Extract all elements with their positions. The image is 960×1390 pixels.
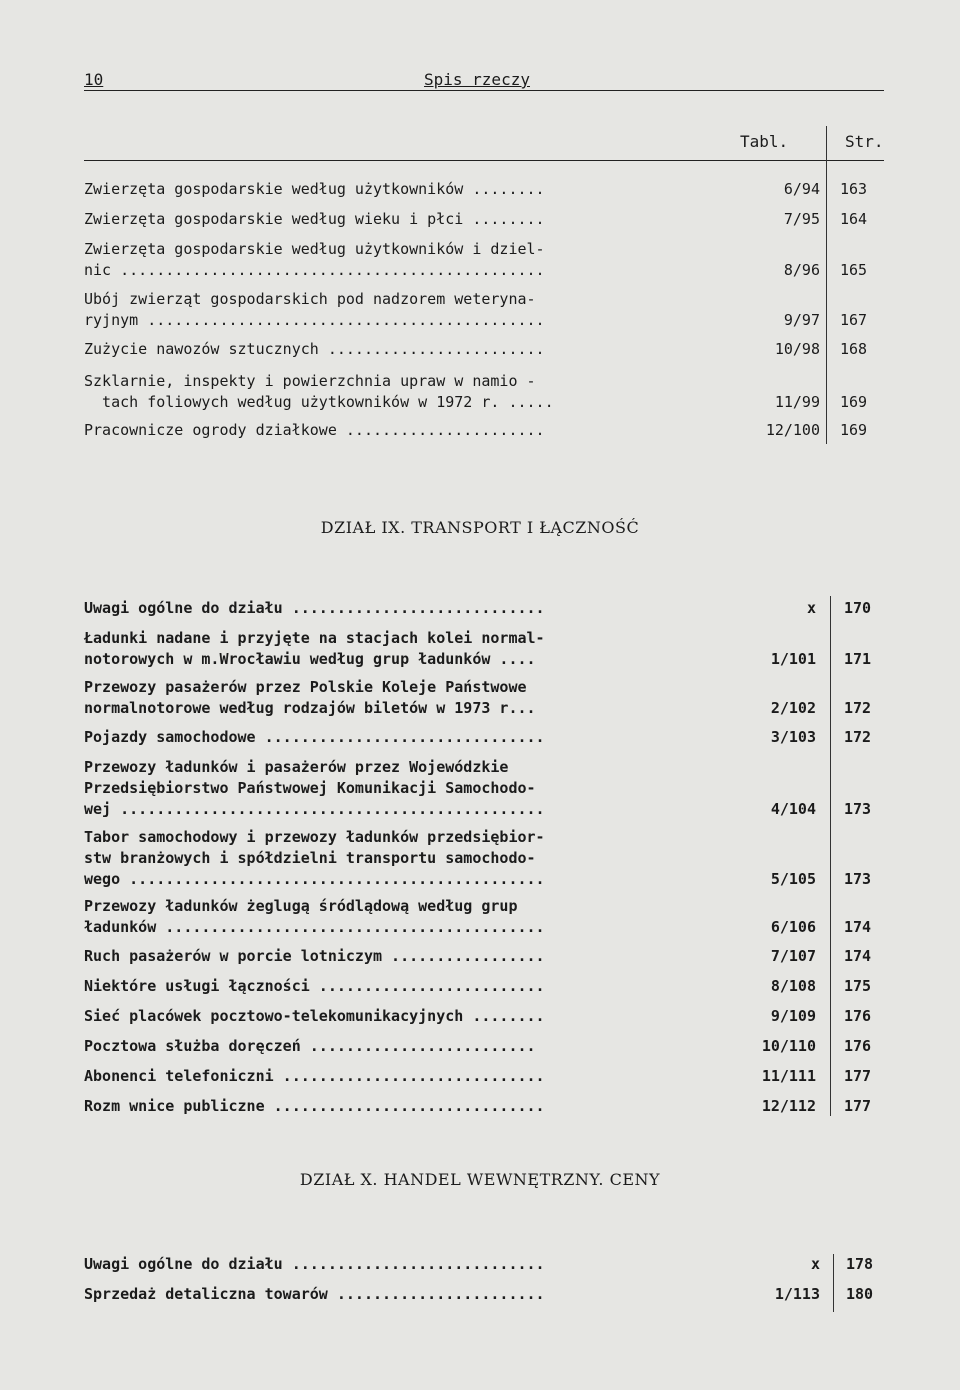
section-heading-handel: DZIAŁ X. HANDEL WEWNĘTRZNY. CENY	[299, 1170, 661, 1189]
column-header-str: Str.	[845, 132, 884, 151]
toc-entry	[84, 289, 884, 331]
entry-text-line: Tabor samochodowy i przewozy ładunków przedsiębior-	[84, 828, 545, 846]
entry-text-line: Pocztowa służba doręczeń ......................... 10/110 176	[84, 1036, 884, 1057]
toc-entry	[84, 179, 884, 200]
entry-page-number: 174	[844, 947, 872, 965]
entry-page-number: 173	[844, 800, 872, 818]
entry-page-number: 168	[840, 340, 868, 358]
entry-text-line: Rozm wnice publiczne .............................. 12/112 177	[84, 1096, 884, 1117]
entry-page-number: 180	[846, 1285, 874, 1303]
entry-text-line: ładunków .......................................... 6/106 174	[84, 917, 884, 938]
toc-entry	[84, 896, 884, 938]
toc-entry	[84, 1006, 884, 1027]
entry-text-line: Sprzedaż detaliczna towarów ....................... 1/113 180	[84, 1284, 884, 1305]
toc-entry	[84, 1096, 884, 1117]
entry-text-line: ryjnym ............................................ 9/97 167	[84, 310, 884, 331]
page-title: Spis rzeczy	[424, 70, 530, 89]
toc-entry	[84, 757, 884, 820]
entry-text-line: notorowych w m.Wrocławiu według grup ładunków .... 1/101 171	[84, 649, 884, 670]
entry-table-number: 10/110	[761, 1037, 816, 1055]
entry-table-number: 3/103	[770, 728, 816, 746]
toc-entry	[84, 1036, 884, 1057]
entry-page-number: 172	[844, 699, 872, 717]
entry-text-line: tach foliowych według użytkowników w 1972 r. ..... 11/99 169	[84, 392, 884, 413]
entry-page-number: 178	[846, 1255, 874, 1273]
page-header	[84, 70, 884, 94]
column-header-tabl: Tabl.	[740, 132, 789, 151]
entry-text-line: Zwierzęta gospodarskie według użytkowników ........ 6/94 163	[84, 179, 884, 200]
entry-table-number: 12/112	[761, 1097, 816, 1115]
entry-text-line: Przewozy ładunków żeglugą śródlądową według grup	[84, 897, 518, 915]
page-number: 10	[84, 70, 104, 89]
toc-entry	[84, 1254, 884, 1275]
toc-entry	[84, 420, 884, 441]
entry-text-line: Przewozy pasażerów przez Polskie Koleje Państwowe	[84, 678, 527, 696]
header-rule	[84, 90, 884, 91]
entry-text-line: Zużycie nawozów sztucznych ........................ 10/98 168	[84, 339, 884, 360]
entry-page-number: 171	[844, 650, 872, 668]
entry-table-number: 2/102	[770, 699, 816, 717]
entry-table-number: 11/99	[774, 393, 820, 411]
entry-table-number: 12/100	[765, 421, 820, 439]
entry-page-number: 174	[844, 918, 872, 936]
entry-text-line: wego .............................................. 5/105 173	[84, 869, 884, 890]
toc-entry	[84, 371, 884, 413]
toc-entry	[84, 976, 884, 997]
entry-text-line: Pojazdy samochodowe ............................... 3/103 172	[84, 727, 884, 748]
entry-page-number: 172	[844, 728, 872, 746]
entry-table-number: 8/108	[770, 977, 816, 995]
entry-page-number: 163	[840, 180, 868, 198]
column-header-rule	[84, 160, 884, 161]
entry-page-number: 165	[840, 261, 868, 279]
entry-page-number: 173	[844, 870, 872, 888]
entry-page-number: 169	[840, 393, 868, 411]
entry-table-number: 6/94	[783, 180, 820, 198]
entry-text-line: Abonenci telefoniczni ............................. 11/111 177	[84, 1066, 884, 1087]
entry-text-line: Niektóre usługi łączności ......................... 8/108 175	[84, 976, 884, 997]
entry-page-number: 164	[840, 210, 868, 228]
toc-entry	[84, 628, 884, 670]
toc-entry	[84, 209, 884, 230]
toc-entry	[84, 339, 884, 360]
entry-text-line: Ubój zwierząt gospodarskich pod nadzorem weteryna-	[84, 290, 536, 308]
toc-entry	[84, 1284, 884, 1305]
entry-text-line: nic ............................................... 8/96 165	[84, 260, 884, 281]
entry-text-line: Uwagi ogólne do działu ............................ x 178	[84, 1254, 884, 1275]
entry-text-line: Przedsiębiorstwo Państwowej Komunikacji Samochodo-	[84, 779, 536, 797]
toc-entry	[84, 677, 884, 719]
entry-text-line: Zwierzęta gospodarskie według wieku i płci ........ 7/95 164	[84, 209, 884, 230]
entry-table-number: 10/98	[774, 340, 820, 358]
entry-table-number: x	[810, 1255, 820, 1273]
entry-page-number: 177	[844, 1067, 872, 1085]
toc-entry	[84, 598, 884, 619]
toc-entry	[84, 827, 884, 890]
entry-text-line: Ładunki nadane i przyjęte na stacjach kolei normal-	[84, 629, 545, 647]
entry-text-line: Sieć placówek pocztowo-telekomunikacyjnych ........ 9/109 176	[84, 1006, 884, 1027]
toc-entry	[84, 946, 884, 967]
entry-text-line: normalnotorowe według rodzajów biletów w 1973 r... 2/102 172	[84, 698, 884, 719]
entry-page-number: 176	[844, 1007, 872, 1025]
entry-text-line: Ruch pasażerów w porcie lotniczym ................. 7/107 174	[84, 946, 884, 967]
toc-entry	[84, 1066, 884, 1087]
entry-table-number: 7/107	[770, 947, 816, 965]
entry-page-number: 175	[844, 977, 872, 995]
entry-table-number: 9/97	[783, 311, 820, 329]
entry-table-number: 6/106	[770, 918, 816, 936]
entry-table-number: 9/109	[770, 1007, 816, 1025]
toc-entry	[84, 239, 884, 281]
entry-text-line: Uwagi ogólne do działu ............................ x 170	[84, 598, 884, 619]
entry-text-line: Szklarnie, inspekty i powierzchnia upraw w namio -	[84, 372, 536, 390]
entry-text-line: Przewozy ładunków i pasażerów przez Wojewódzkie	[84, 758, 509, 776]
entry-text-line: Pracownicze ogrody działkowe ...................... 12/100 169	[84, 420, 884, 441]
entry-text-line: wej ............................................... 4/104 173	[84, 799, 884, 820]
entry-table-number: 7/95	[783, 210, 820, 228]
entry-table-number: 11/111	[761, 1067, 816, 1085]
entry-page-number: 177	[844, 1097, 872, 1115]
entry-table-number: 5/105	[770, 870, 816, 888]
entry-page-number: 167	[840, 311, 868, 329]
entry-page-number: 170	[844, 599, 872, 617]
entry-text-line: stw branżowych i spółdzielni transportu samochodo-	[84, 849, 536, 867]
entry-table-number: 1/101	[770, 650, 816, 668]
entry-page-number: 176	[844, 1037, 872, 1055]
toc-entry	[84, 727, 884, 748]
entry-page-number: 169	[840, 421, 868, 439]
entry-text-line: Zwierzęta gospodarskie według użytkowników i dziel-	[84, 240, 545, 258]
section-heading-transport: DZIAŁ IX. TRANSPORT I ŁĄCZNOŚĆ	[320, 518, 640, 537]
entry-table-number: 8/96	[783, 261, 820, 279]
entry-table-number: x	[806, 599, 816, 617]
entry-table-number: 1/113	[774, 1285, 820, 1303]
entry-table-number: 4/104	[770, 800, 816, 818]
